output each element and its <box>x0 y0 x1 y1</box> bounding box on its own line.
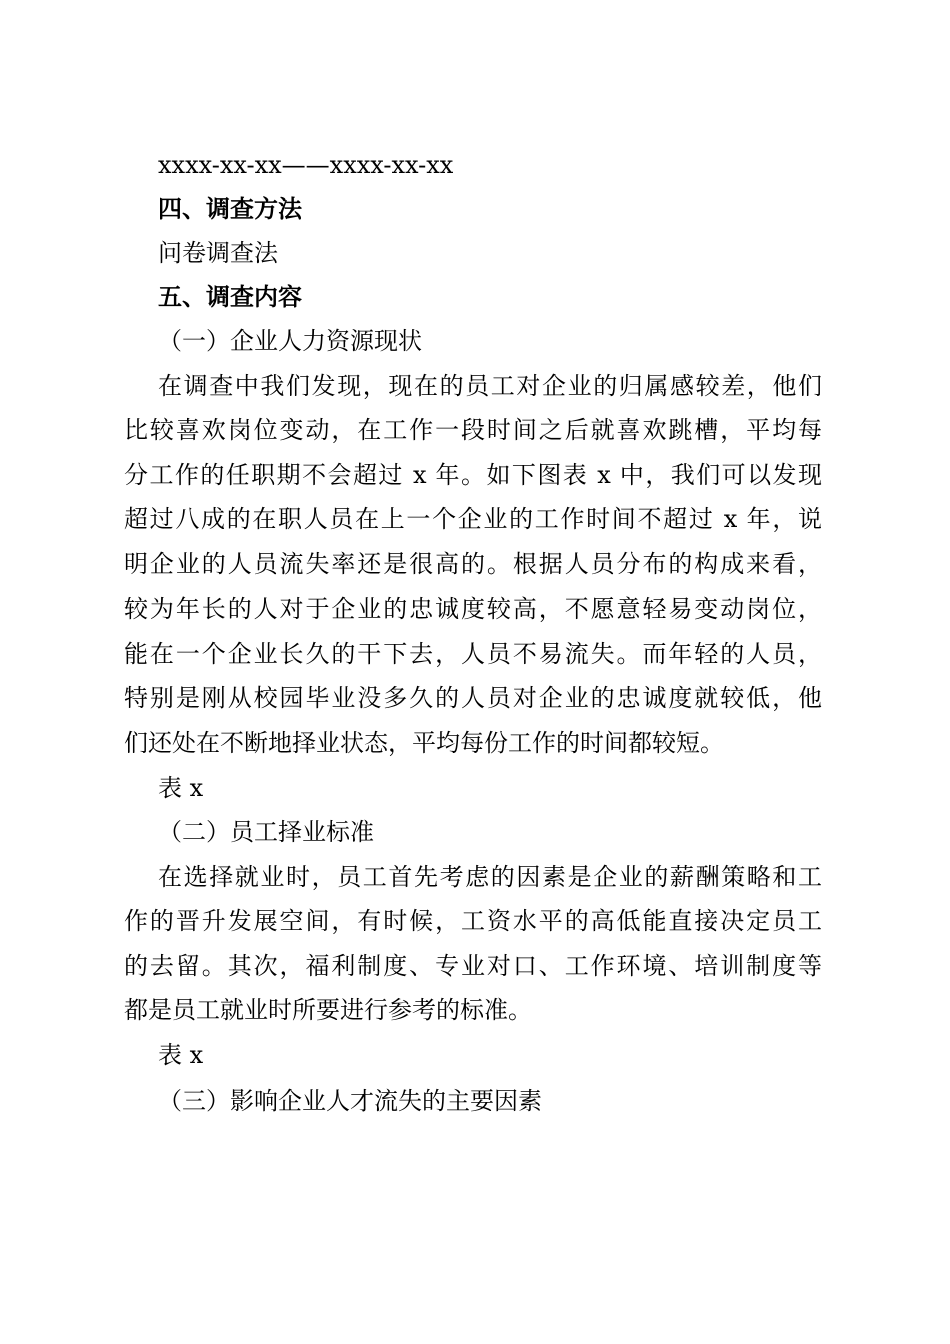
paragraph-line: 作的晋升发展空间，有时候，工资水平的高低能直接决定员工 <box>124 907 822 935</box>
survey-method: 问卷调查法 <box>158 239 278 267</box>
paragraph-line: 超过八成的在职人员在上一个企业的工作时间不超过 x 年，说 <box>124 505 822 533</box>
subsection-2-title: （二）员工择业标准 <box>158 818 374 846</box>
section-5-heading: 五、调查内容 <box>158 283 302 311</box>
paragraph-line: 在选择就业时，员工首先考虑的因素是企业的薪酬策略和工 <box>158 863 822 891</box>
subsection-3-title: （三）影响企业人才流失的主要因素 <box>158 1087 542 1115</box>
table-label: 表 x <box>158 1041 204 1069</box>
paragraph-line: 们还处在不断地择业状态，平均每份工作的时间都较短。 <box>124 729 724 757</box>
paragraph-line: 特别是刚从校园毕业没多久的人员对企业的忠诚度就较低，他 <box>124 684 822 712</box>
section-4-heading: 四、调查方法 <box>158 195 302 223</box>
paragraph-line: 在调查中我们发现，现在的员工对企业的归属感较差，他们 <box>158 372 822 400</box>
date-range: xxxx-xx-xx——xxxx-xx-xx <box>158 151 454 179</box>
paragraph-line: 都是员工就业时所要进行参考的标准。 <box>124 996 532 1024</box>
paragraph-line: 比较喜欢岗位变动，在工作一段时间之后就喜欢跳槽，平均每 <box>124 416 822 444</box>
paragraph-line: 明企业的人员流失率还是很高的。根据人员分布的构成来看， <box>124 550 822 578</box>
paragraph-line: 能在一个企业长久的干下去，人员不易流失。而年轻的人员， <box>124 640 822 668</box>
paragraph-line: 的去留。其次，福利制度、专业对口、工作环境、培训制度等 <box>124 952 822 980</box>
paragraph-line: 较为年长的人对于企业的忠诚度较高，不愿意轻易变动岗位， <box>124 595 822 623</box>
paragraph-line: 分工作的任职期不会超过 x 年。如下图表 x 中，我们可以发现 <box>124 461 822 489</box>
table-label: 表 x <box>158 774 204 802</box>
subsection-1-title: （一）企业人力资源现状 <box>158 327 422 355</box>
